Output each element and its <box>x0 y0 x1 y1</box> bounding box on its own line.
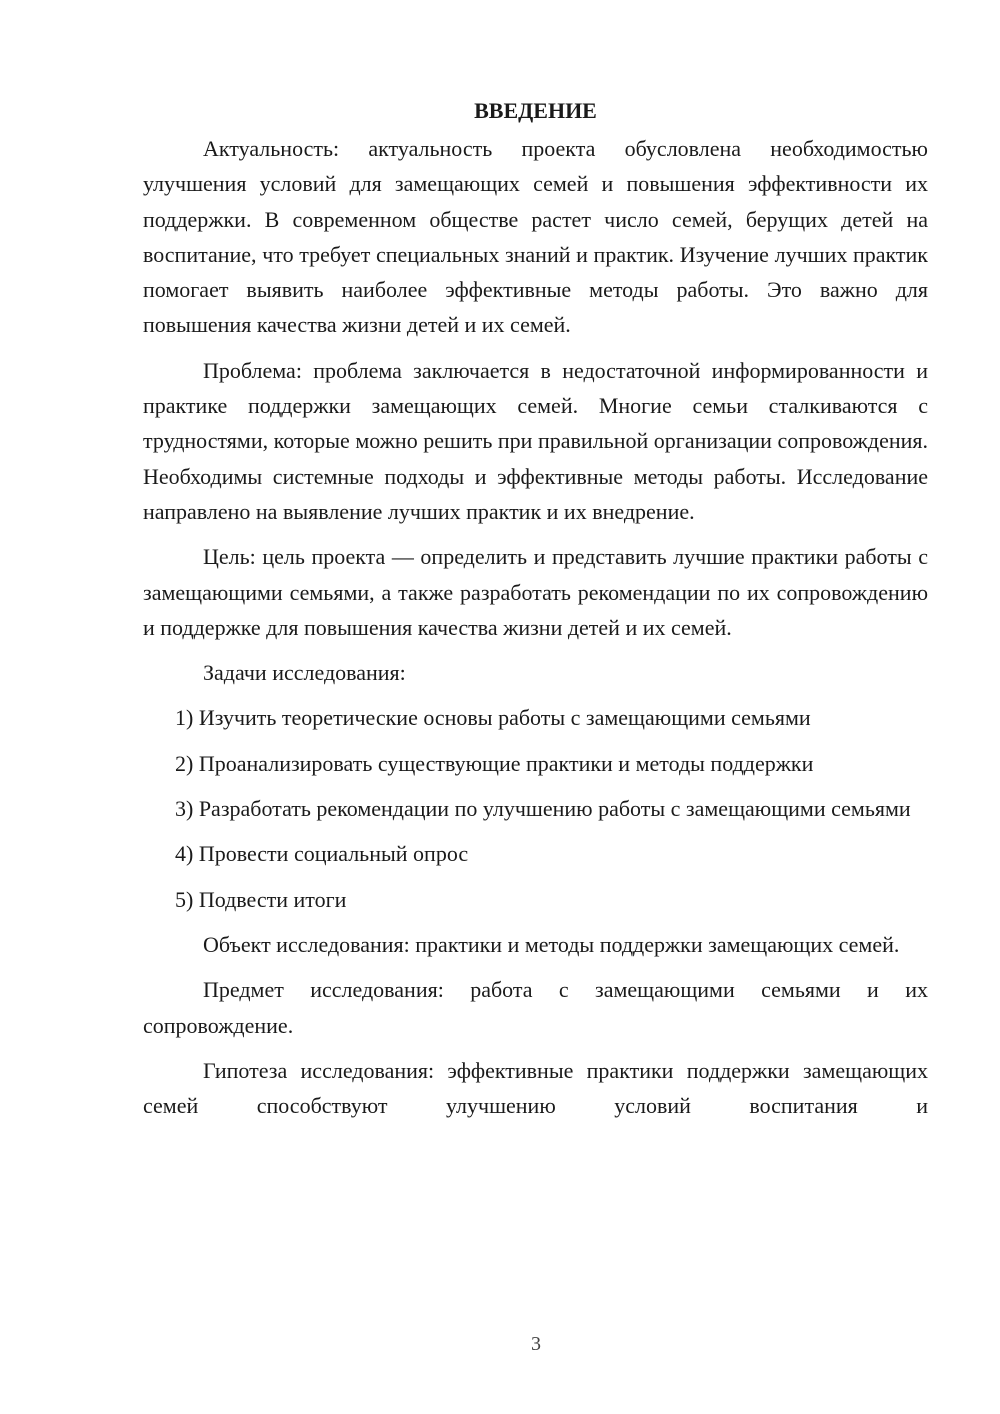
relevance-paragraph: Актуальность: актуальность проекта обусловлена необходимостью улучшения условий для замещающих семей и повышения эффективности их поддержки. В современном обществе растет число семей, берущих детей на воспитание, что требует специальных знаний и практик. Изучение лучших практик помогает выявить наиболее эффективные методы работы. Это важно для повышения качества жизни детей и их семей. <box>143 136 928 338</box>
goal-paragraph: Цель: цель проекта — определить и представить лучшие практики работы с замещающими семьями, а также разработать рекомендации по их сопровождению и поддержке для повышения качества жизни детей и их семей. <box>143 544 928 640</box>
tasks-heading: Задачи исследования: <box>203 660 406 686</box>
object-paragraph: Объект исследования: практики и методы поддержки замещающих семей. <box>203 931 900 957</box>
problem-paragraph: Проблема: проблема заключается в недостаточной информированности и практике поддержки замещающих семей. Многие семьи сталкиваются с трудностями, которые можно решить при правильной организации сопровождения. Необходимы системные подходы и эффективные методы работы. Исследование направлено на выявление лучших практик и их внедрение. <box>143 357 928 524</box>
task-item: 3) Разработать рекомендации по улучшению работы с замещающими семьями <box>175 796 911 822</box>
page-number: 3 <box>531 1333 541 1355</box>
task-item: 2) Проанализировать существующие практики и методы поддержки <box>175 750 814 776</box>
document-page <box>143 95 928 1133</box>
task-item: 1) Изучить теоретические основы работы с замещающими семьями <box>175 705 811 731</box>
page-title: ВВЕДЕНИЕ <box>474 98 597 123</box>
hypothesis-paragraph: Гипотеза исследования: эффективные практики поддержки замещающих семей способствуют улучшению условий воспитания и <box>143 1057 928 1119</box>
subject-paragraph: Предмет исследования: работа с замещающими семьями и их сопровождение. <box>143 977 928 1038</box>
task-item: 4) Провести социальный опрос <box>175 841 469 867</box>
task-item: 5) Подвести итоги <box>175 886 347 912</box>
